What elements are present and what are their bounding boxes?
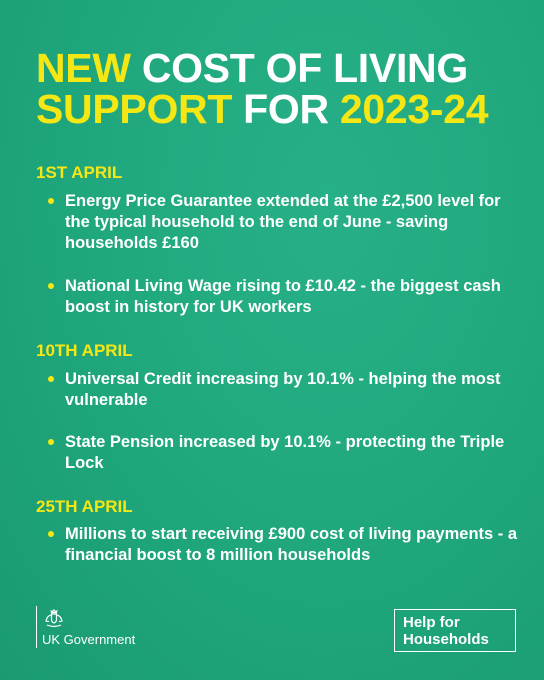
uk-government-label: UK Government (42, 632, 136, 647)
list-item (48, 276, 518, 318)
list-item-text: National Living Wage rising to £10.42 - the biggest cash boost in history for UK workers (65, 277, 501, 316)
help-for-households-logo (394, 609, 516, 652)
campaign-line-2: Households (403, 631, 489, 648)
section-heading-10th-april: 10TH APRIL (36, 341, 133, 360)
title-word-support: SUPPORT (36, 86, 233, 132)
page-title (36, 45, 516, 132)
bullet-dot-icon (48, 198, 54, 204)
bullet-dot-icon (48, 439, 54, 445)
list-item-text: Universal Credit increasing by 10.1% - helping the most vulnerable (65, 370, 501, 409)
bullet-dot-icon (48, 283, 54, 289)
list-item-text: Millions to start receiving £900 cost of living payments - a financial boost to 8 million households (65, 525, 518, 564)
list-item-text: State Pension increased by 10.1% - protecting the Triple Lock (65, 433, 505, 472)
title-line1-rest: COST OF LIVING (130, 45, 468, 91)
list-item-text: Energy Price Guarantee extended at the £2,500 level for the typical household to the end of June - saving households £160 (65, 192, 501, 252)
list-item (48, 524, 518, 566)
section-heading-1st-april: 1ST APRIL (36, 163, 123, 182)
royal-coat-of-arms-icon (42, 607, 66, 629)
bullet-dot-icon (48, 531, 54, 537)
title-line2-middle: FOR (232, 86, 340, 132)
title-year: 2023-24 (339, 86, 489, 132)
list-item (48, 369, 518, 411)
title-word-new: NEW (36, 45, 131, 91)
footer-divider (36, 606, 37, 648)
bullet-dot-icon (48, 376, 54, 382)
section-heading-25th-april: 25TH APRIL (36, 497, 133, 516)
list-item (48, 191, 518, 254)
campaign-line-1: Help for (403, 614, 460, 631)
list-item (48, 432, 518, 474)
